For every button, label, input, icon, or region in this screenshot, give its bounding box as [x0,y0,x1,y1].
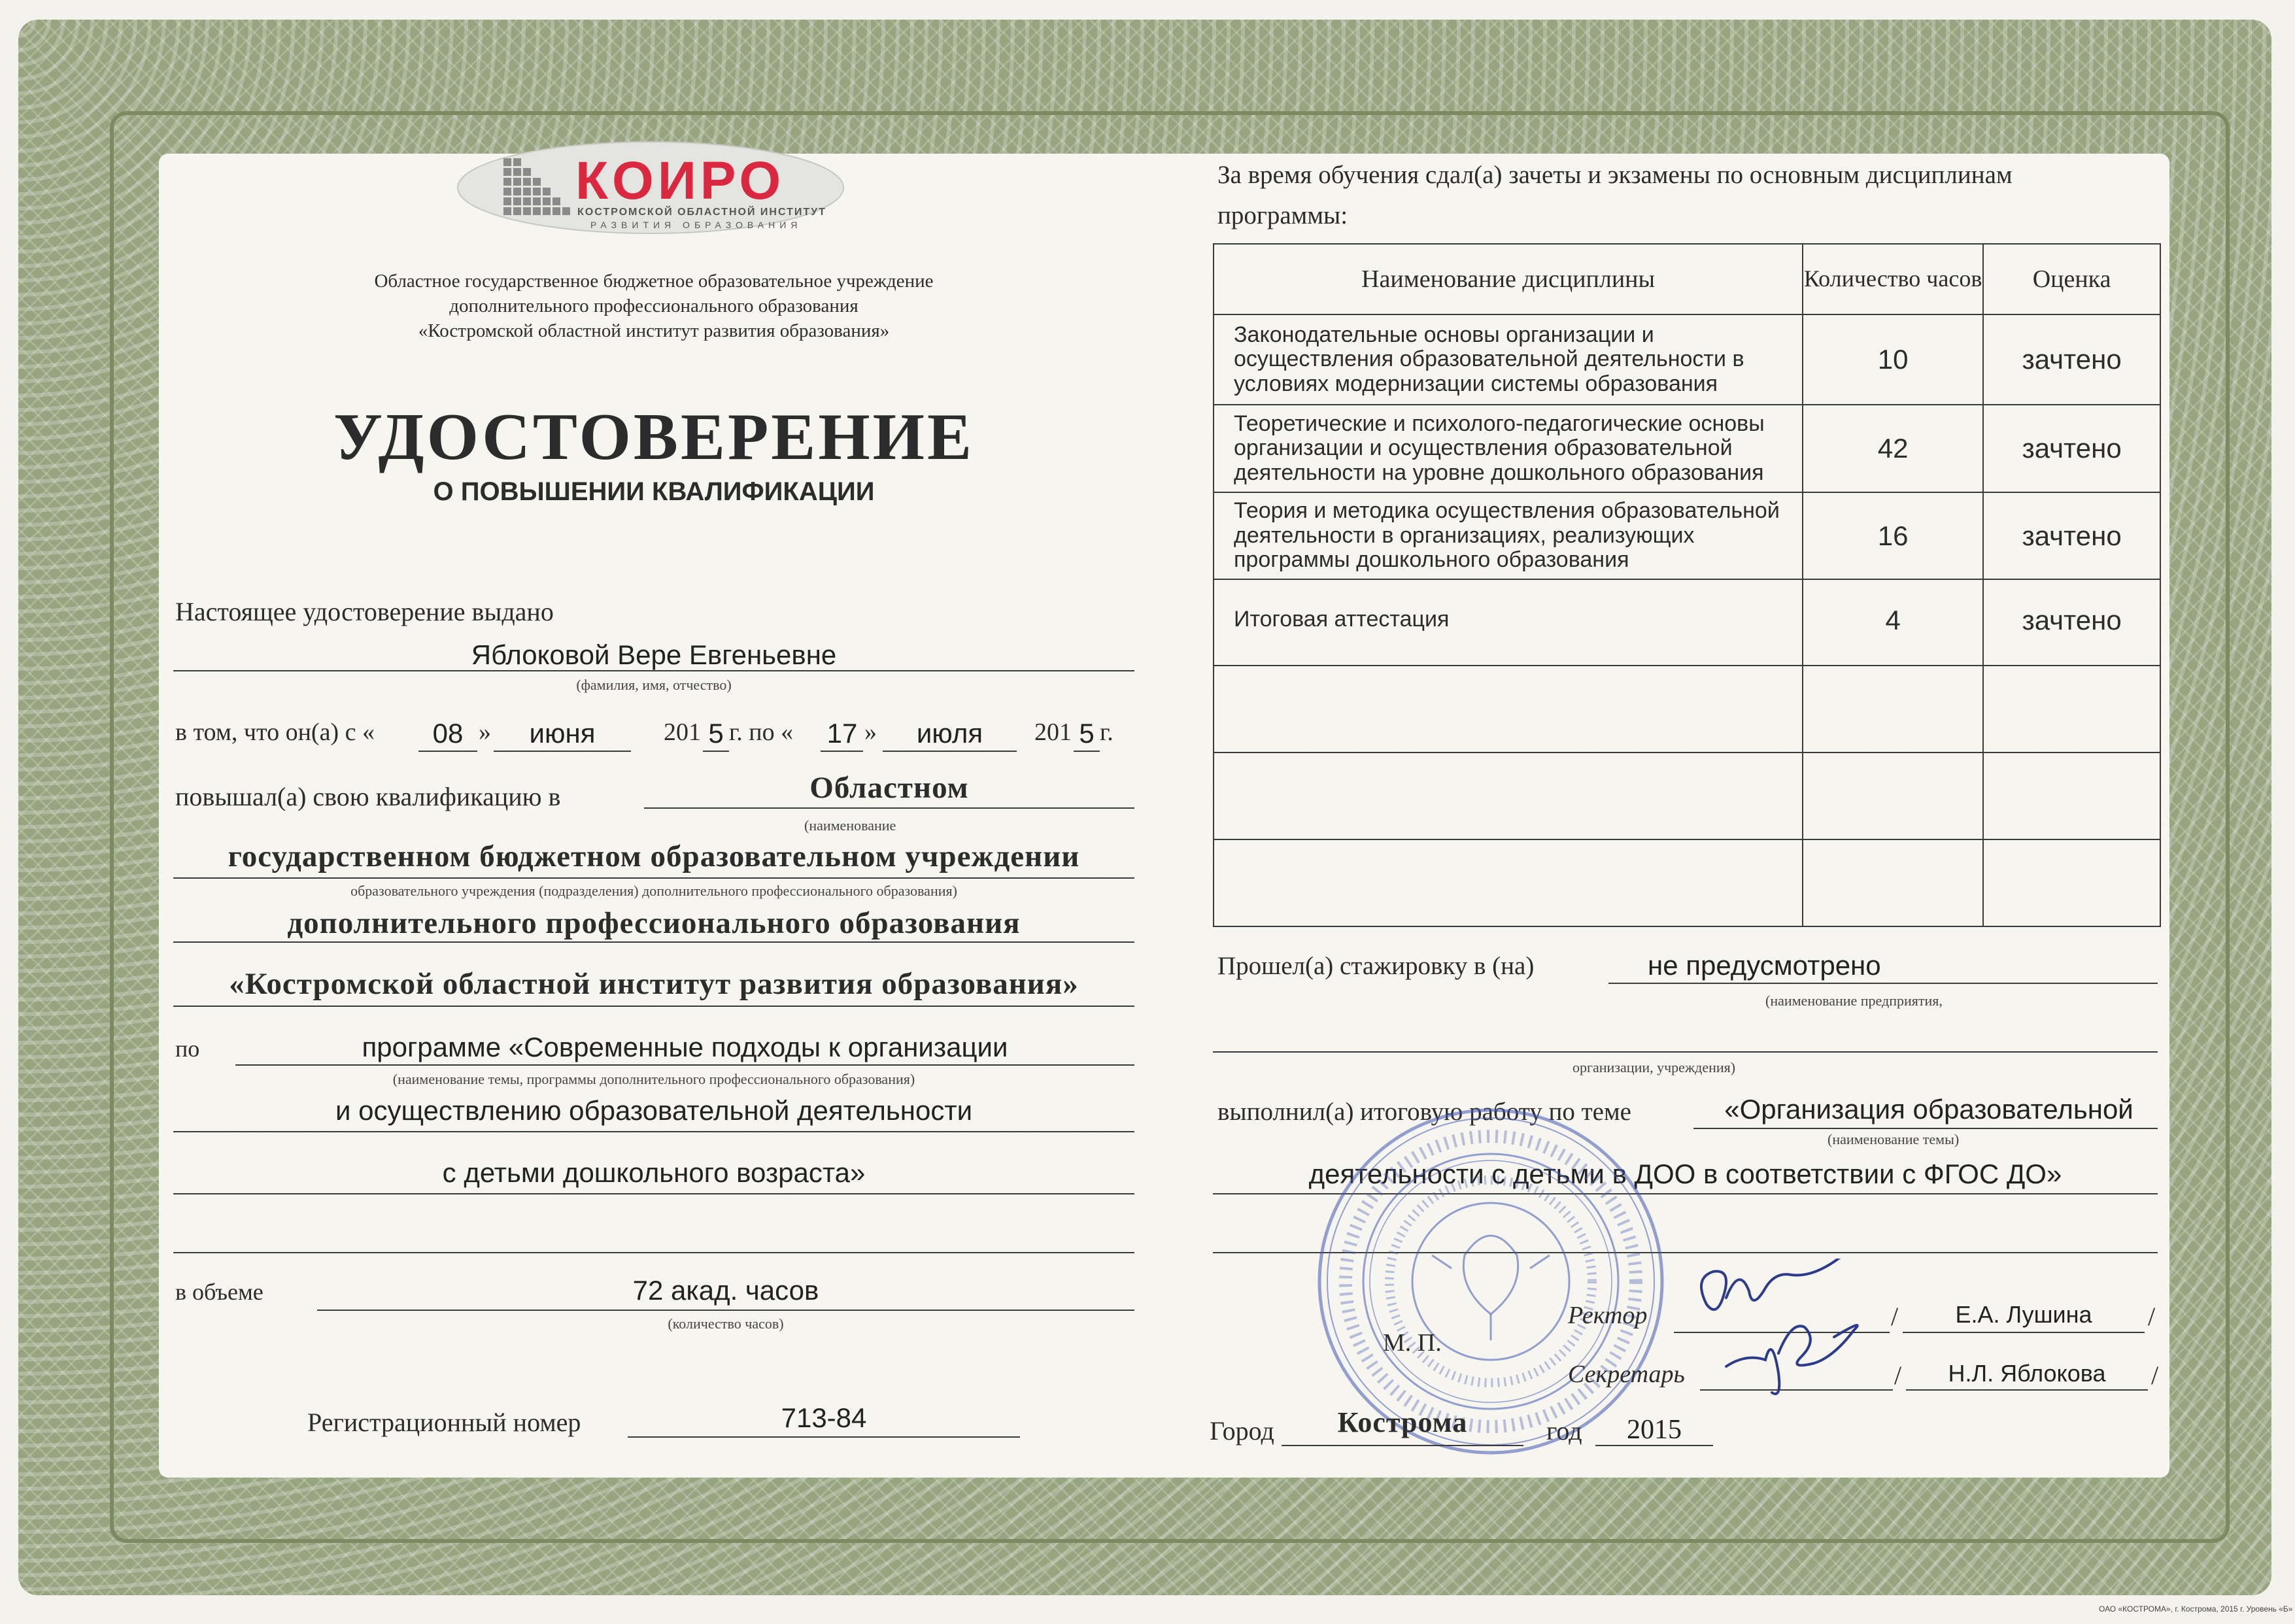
institution-underline4 [173,1006,1134,1007]
table-row [1214,405,2160,492]
secretary-name: Н.Л. Яблокова [1948,1360,2106,1387]
document-title: УДОСТОВЕРЕНИЕ [333,400,975,474]
table-row-empty [1214,666,2160,753]
registration-label: Регистрационный номер [307,1408,581,1437]
secretary-signature [1707,1314,1896,1399]
final-work-label: выполнил(а) итоговую работу по теме [1217,1098,1631,1126]
rector-slash-2: / [2148,1302,2156,1331]
koiro-logo [454,139,847,237]
recipient-caption: (фамилия, имя, отчество) [576,677,732,693]
institution-underline3 [173,941,1134,943]
volume-label: в объеме [175,1279,264,1305]
logo-line1: КОСТРОМСКОЙ ОБЛАСТНОЙ ИНСТИТУТ [577,207,826,218]
issuer-line2: дополнительного профессионального образования [449,296,858,316]
secretary-slash-2: / [2151,1361,2159,1390]
volume-underline [317,1310,1134,1311]
year-label: год [1546,1416,1582,1446]
internship-caption1: (наименование предприятия, [1765,992,1943,1009]
start-day: 08 [432,718,464,749]
program-underline2 [173,1131,1134,1132]
qualification-label: повышал(а) свою квалификацию в [175,782,561,811]
logo-line2: РАЗВИТИЯ ОБРАЗОВАНИЯ [590,220,802,230]
secretary-slash-1: / [1894,1361,1902,1390]
header-hours: Количество часов [1803,244,1983,314]
registration-number: 713-84 [781,1402,867,1433]
institution-caption1: (наименование [804,817,896,834]
rector-slash-1: / [1891,1302,1899,1331]
rector-label: Ректор [1568,1302,1648,1329]
program-underline1 [235,1064,1134,1066]
end-day: 17 [826,718,858,749]
final-work-line1: «Организация образовательной [1724,1094,2134,1125]
official-stamp [1314,1105,1667,1458]
city-label: Город [1210,1416,1274,1446]
end-month: июля [916,718,983,749]
row4-hours: 4 [1803,579,1983,666]
mp-label: М. П. [1383,1329,1442,1357]
table-header-row [1214,244,2160,314]
program-line2: и осуществлению образовательной деятельности [335,1095,973,1126]
city-underline [1282,1445,1523,1446]
secretary-name-line [1906,1389,2148,1391]
institution-underline1 [644,807,1134,809]
row3-hours: 16 [1803,492,1983,579]
row1-grade: зачтено [1983,314,2160,405]
row3-grade: зачтено [1983,492,2160,579]
header-discipline: Наименование дисциплины [1214,244,1803,314]
internship-label: Прошел(а) стажировку в (на) [1217,952,1535,980]
end-month-underline [883,751,1017,752]
program-line1: программе «Современные подходы к организации [362,1032,1008,1062]
row2-discipline: Теоретические и психолого-педагогические основы организации и осуществления образовательной деятельности на уровне дошкольного образования [1214,405,1803,492]
year-underline [1595,1445,1713,1446]
program-underline3 [173,1193,1134,1194]
institution-caption2: образовательного учреждения (подразделения) дополнительного профессионального образования) [350,883,957,899]
table-row [1214,314,2160,405]
start-year-underline [703,751,729,752]
row4-grade: зачтено [1983,579,2160,666]
start-month: июня [529,718,596,749]
institution-word1: Областном [809,771,969,805]
table-row [1214,492,2160,579]
rector-name: Е.А. Лушина [1955,1301,2092,1328]
final-work-caption: (наименование темы) [1828,1131,1960,1147]
table-row [1214,579,2160,666]
row1-discipline: Законодательные основы организации и осуществления образовательной деятельности в условиях модернизации системы образования [1214,314,1803,405]
year-value: 2015 [1627,1415,1682,1445]
period-prefix: в том, что он(а) с « [175,719,375,746]
logo-name: КОИРО [575,151,785,211]
exams-intro-line1: За время обучения сдал(а) зачеты и экзамены по основным дисциплинам [1217,161,2013,189]
volume-caption: (количество часов) [668,1315,784,1332]
start-year-digit: 5 [708,718,724,749]
start-month-underline [494,751,631,752]
start-day-underline [418,751,477,752]
issuer-line3: «Костромской областной институт развития образования» [418,320,890,341]
end-suffix: г. [1100,719,1114,746]
year-suffix: г. по « [729,719,794,746]
recipient-name: Яблоковой Вере Евгеньевне [471,639,837,670]
internship-caption2: организации, учреждения) [1572,1059,1736,1075]
end-year-digit: 5 [1079,718,1095,749]
registration-underline [628,1436,1020,1438]
start-sep: » [479,719,491,746]
end-day-underline [821,751,863,752]
final-work-line2: деятельности с детьми в ДОО в соответствии с ФГОС ДО» [1308,1159,2062,1189]
program-line3: с детьми дошкольного возраста» [442,1157,866,1188]
header-grade: Оценка [1983,244,2160,314]
table-row-empty [1214,839,2160,926]
program-caption: (наименование темы, программы дополнительного профессионального образования) [392,1071,915,1087]
row2-hours: 42 [1803,405,1983,492]
row4-discipline: Итоговая аттестация [1214,579,1803,666]
program-underline4 [173,1252,1134,1253]
start-year-prefix: 201 [664,719,701,746]
document-subtitle: О ПОВЫШЕНИИ КВАЛИФИКАЦИИ [433,477,875,506]
volume-value: 72 акад. часов [632,1275,819,1306]
issuer-line1: Областное государственное бюджетное образовательное учреждение [374,271,934,292]
secretary-label: Секретарь [1568,1361,1685,1388]
institution-underline2 [173,877,1134,879]
footer-print: ОАО «КОСТРОМА», г. Кострома, 2015 г. Уровень «Б» [2099,1604,2293,1614]
issued-to-label: Настоящее удостоверение выдано [175,597,554,626]
institution-line4: «Костромской областной институт развития образования» [229,967,1079,1001]
disciplines-table [1213,243,2161,927]
internship-value: не предусмотрено [1648,950,1881,981]
row2-grade: зачтено [1983,405,2160,492]
rector-name-line [1903,1332,2145,1333]
final-work-underline1 [1693,1128,2158,1129]
table-row-empty [1214,753,2160,839]
program-label: по [175,1036,200,1062]
secretary-signature-icon [1707,1314,1896,1399]
end-year-prefix: 201 [1034,719,1072,746]
institution-line2: государственном бюджетном образовательном учреждении [228,839,1080,873]
end-sep: » [864,719,877,746]
institution-line3: дополнительного профессионального образования [287,906,1021,940]
row3-discipline: Теория и методика осуществления образовательной деятельности в организациях, реализующих программы дошкольного образования [1214,492,1803,579]
internship-underline2 [1213,1051,2158,1053]
internship-underline1 [1608,983,2158,984]
city-value: Кострома [1337,1406,1468,1438]
stamp-seal-icon [1314,1105,1667,1458]
exams-intro-line2: программы: [1217,201,1348,229]
row1-hours: 10 [1803,314,1983,405]
recipient-underline [173,670,1134,671]
end-year-underline [1074,751,1100,752]
